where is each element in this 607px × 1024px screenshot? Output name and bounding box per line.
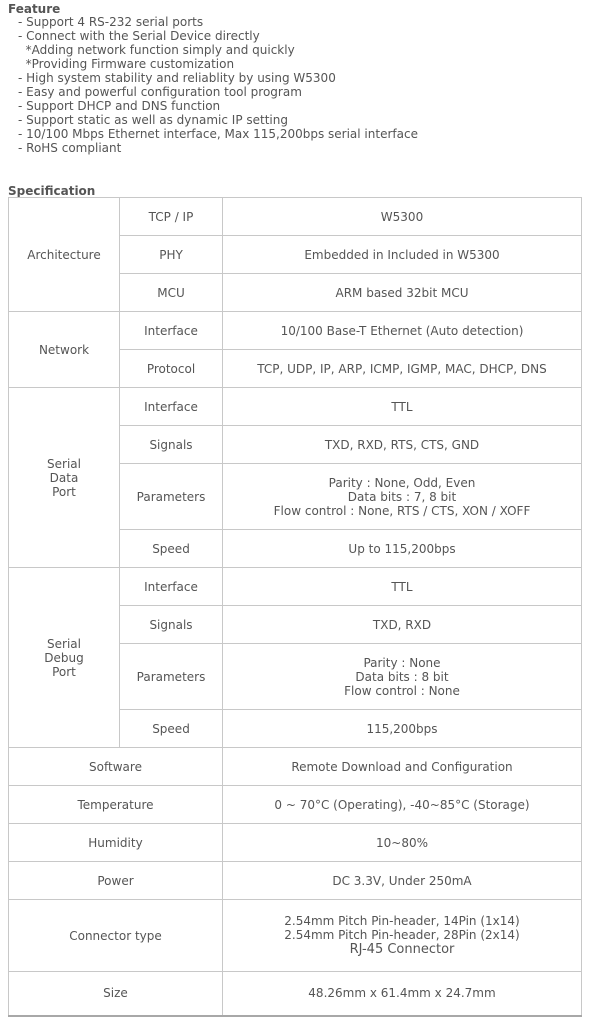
row-value: 10~80% [223,824,582,862]
row-key: Interface [120,312,223,350]
row-value: 0 ~ 70°C (Operating), -40~85°C (Storage) [223,786,582,824]
specification-table [8,197,582,1017]
feature-item: *Adding network function simply and quickly [18,43,295,57]
row-value: TTL [223,568,582,606]
row-key: TCP / IP [120,198,223,236]
value-line: 2.54mm Pitch Pin-header, 14Pin (1x14) [284,913,520,928]
table-row [9,900,582,972]
row-value: TXD, RXD [223,606,582,644]
value-line: Parity : None, Odd, Even [328,475,476,490]
feature-item: *Providing Firmware customization [18,57,235,71]
value-line: Data bits : 8 bit [355,669,449,684]
row-key: Humidity [9,824,223,862]
feature-heading: Feature [8,2,61,16]
value-line: Data bits : 7, 8 bit [347,489,457,504]
row-value: 10/100 Base-T Ethernet (Auto detection) [223,312,582,350]
row-value: Embedded in Included in W5300 [223,236,582,274]
row-value: DC 3.3V, Under 250mA [223,862,582,900]
feature-item: - High system stability and reliablity by using W5300 [18,71,336,85]
table-row [9,388,582,426]
table-row [9,198,582,236]
row-value: TTL [223,388,582,426]
row-key: Signals [120,606,223,644]
row-value: Up to 115,200bps [223,530,582,568]
row-value [223,900,582,972]
value-line: Flow control : None [344,683,460,698]
value-line: 2.54mm Pitch Pin-header, 28Pin (2x14) [284,927,520,942]
row-value: W5300 [223,198,582,236]
row-value: 115,200bps [223,710,582,748]
group-serial-debug-port: Serial Debug Port [9,568,120,748]
row-key: PHY [120,236,223,274]
row-value: Remote Download and Configuration [223,748,582,786]
feature-item: - 10/100 Mbps Ethernet interface, Max 115,200bps serial interface [18,127,418,141]
feature-item: - Support DHCP and DNS function [18,99,221,113]
row-key: Interface [120,388,223,426]
row-key: Signals [120,426,223,464]
row-key: Temperature [9,786,223,824]
feature-list [18,15,418,155]
row-key: Speed [120,530,223,568]
feature-item: - RoHS compliant [18,141,122,155]
table-row [9,748,582,786]
row-value: 48.26mm x 61.4mm x 24.7mm [223,972,582,1016]
row-key: Protocol [120,350,223,388]
table-row [9,786,582,824]
row-key: Speed [120,710,223,748]
row-key: Interface [120,568,223,606]
table-row [9,824,582,862]
row-key: Parameters [120,464,223,530]
row-key: Power [9,862,223,900]
table-row [9,972,582,1016]
row-key: MCU [120,274,223,312]
row-value [223,464,582,530]
feature-item: - Support 4 RS-232 serial ports [18,15,204,29]
feature-item: - Support static as well as dynamic IP setting [18,113,288,127]
specification-heading: Specification [8,184,96,198]
row-key: Connector type [9,900,223,972]
row-key: Size [9,972,223,1016]
row-key: Parameters [120,644,223,710]
row-value [223,644,582,710]
row-value: TXD, RXD, RTS, CTS, GND [223,426,582,464]
table-row [9,862,582,900]
group-network: Network [9,312,120,388]
row-key: Software [9,748,223,786]
table-row [9,312,582,350]
group-serial-data-port: Serial Data Port [9,388,120,568]
feature-item: - Easy and powerful configuration tool program [18,85,302,99]
row-value: ARM based 32bit MCU [223,274,582,312]
table-row [9,568,582,606]
value-line: Flow control : None, RTS / CTS, XON / XOFF [273,503,531,518]
row-value: TCP, UDP, IP, ARP, ICMP, IGMP, MAC, DHCP, DNS [223,350,582,388]
value-line: RJ-45 Connector [349,941,455,957]
value-line: Parity : None [363,655,441,670]
group-architecture: Architecture [9,198,120,312]
feature-item: - Connect with the Serial Device directly [18,29,260,43]
